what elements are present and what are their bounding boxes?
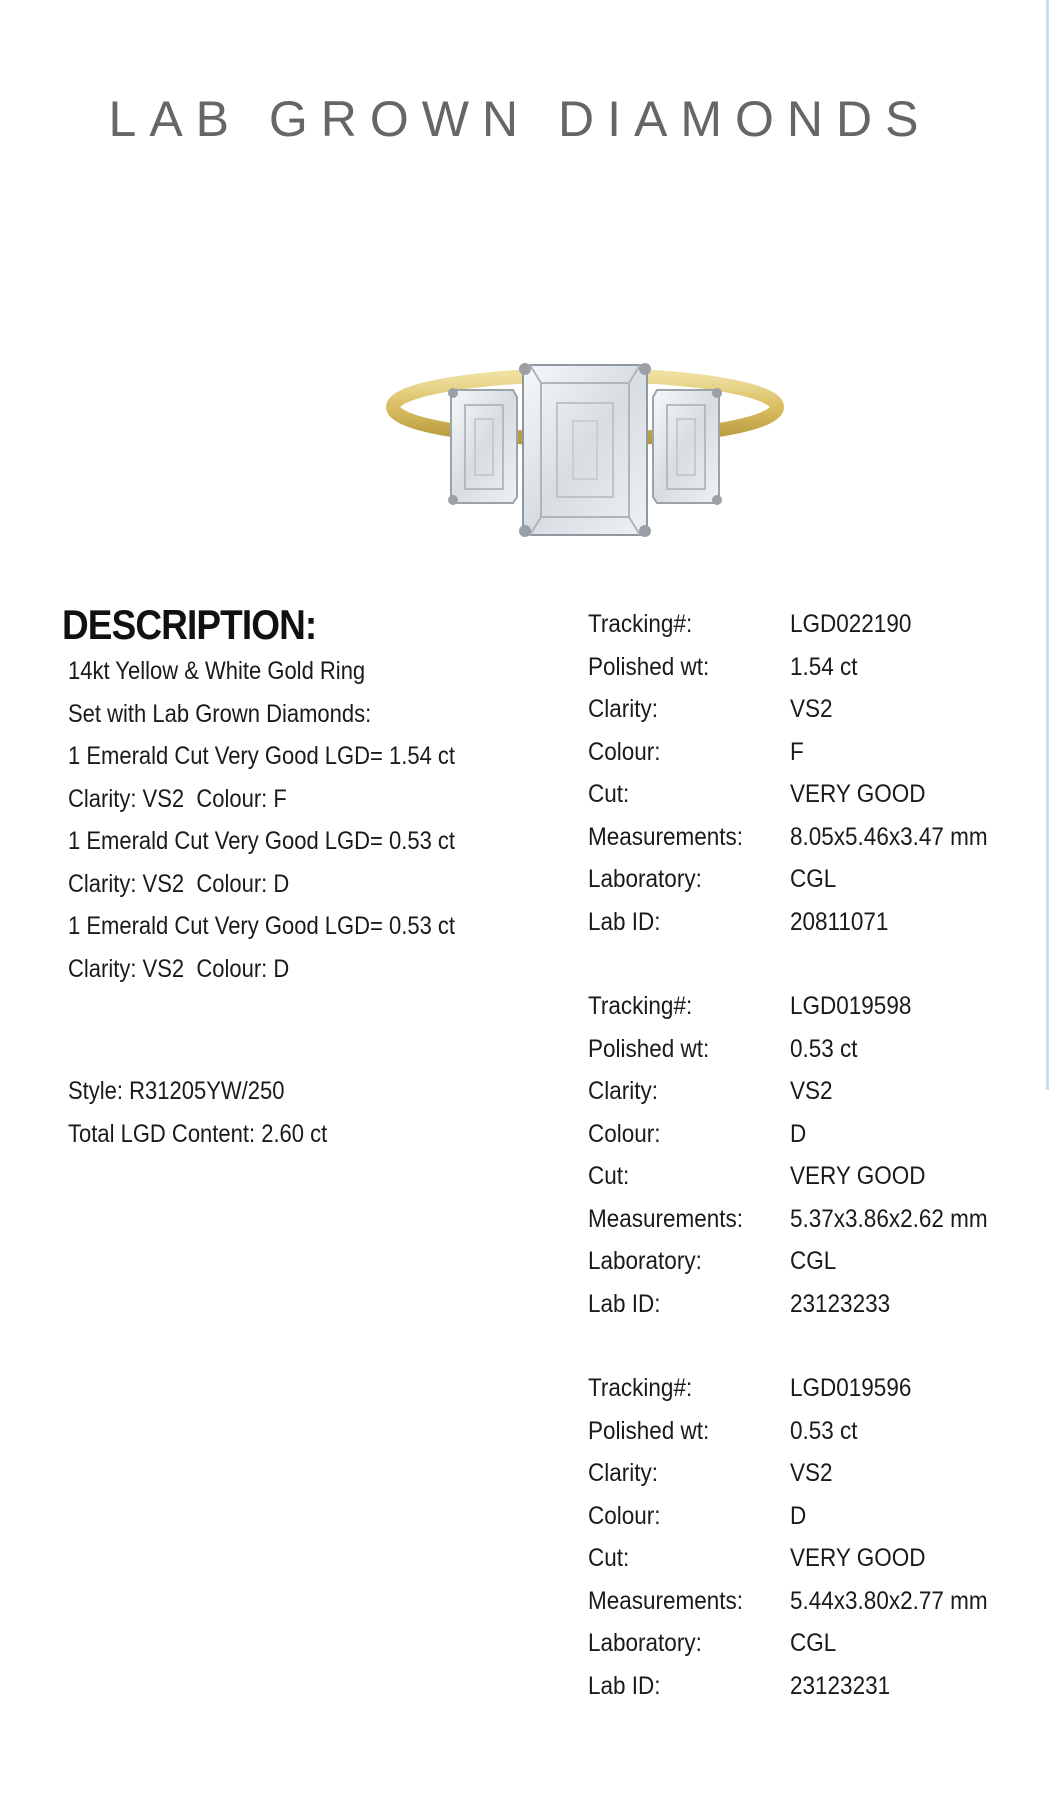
spec-row	[588, 816, 1010, 859]
description-line: Clarity: VS2 Colour: F	[68, 784, 287, 813]
spec-row	[588, 901, 1010, 944]
spec-value: CGL	[790, 1629, 837, 1657]
spec-label: Measurements:	[588, 1586, 744, 1615]
spec-group	[588, 1367, 1010, 1707]
spec-row	[588, 1410, 1010, 1453]
spec-label: Laboratory:	[588, 1247, 702, 1275]
description-title: DESCRIPTION:	[62, 601, 317, 648]
spec-row	[588, 1283, 1010, 1326]
spec-value: 5.44x3.80x2.77 mm	[790, 1586, 988, 1615]
spec-row	[588, 646, 1010, 689]
total-lgd-content: Total LGD Content: 2.60 ct	[68, 1119, 328, 1148]
spec-value: 8.05x5.46x3.47 mm	[790, 822, 988, 851]
spec-label: Measurements:	[588, 1204, 744, 1233]
description-line: 1 Emerald Cut Very Good LGD= 0.53 ct	[68, 827, 456, 855]
spec-value: VS2	[790, 1077, 833, 1105]
description-line: Set with Lab Grown Diamonds:	[68, 699, 372, 728]
spec-label: Polished wt:	[588, 1034, 710, 1063]
description-lines	[68, 650, 508, 990]
spec-group	[588, 985, 1010, 1325]
right-edge-line	[1046, 0, 1049, 1090]
spec-value: VERY GOOD	[790, 780, 926, 808]
spec-value: VS2	[790, 1459, 833, 1487]
spec-row	[588, 858, 1010, 901]
spec-label: Polished wt:	[588, 652, 710, 681]
spec-label: Measurements:	[588, 822, 744, 851]
spec-label: Cut:	[588, 1544, 630, 1572]
spec-value: 23123231	[790, 1671, 891, 1700]
spec-label: Colour:	[588, 1119, 661, 1148]
spec-label: Cut:	[588, 780, 630, 808]
spec-value: VS2	[790, 695, 833, 723]
spec-value: 0.53 ct	[790, 1416, 858, 1445]
spec-row	[588, 1070, 1010, 1113]
spec-label: Colour:	[588, 1501, 661, 1530]
spec-label: Cut:	[588, 1162, 630, 1190]
spec-value: VERY GOOD	[790, 1544, 926, 1572]
spec-label: Lab ID:	[588, 907, 661, 936]
spec-value: 23123233	[790, 1289, 891, 1318]
page-title: LAB GROWN DIAMONDS	[108, 91, 932, 147]
description-line: 1 Emerald Cut Very Good LGD= 0.53 ct	[68, 912, 456, 940]
spec-row	[588, 1580, 1010, 1623]
spec-row	[588, 1622, 1010, 1665]
spec-value: F	[790, 737, 804, 766]
spec-row	[588, 1537, 1010, 1580]
spec-value: D	[790, 1119, 807, 1148]
spec-value: LGD022190	[790, 610, 912, 638]
spec-value: 5.37x3.86x2.62 mm	[790, 1204, 988, 1233]
spec-label: Lab ID:	[588, 1289, 661, 1318]
spec-row	[588, 1198, 1010, 1241]
spec-label: Lab ID:	[588, 1671, 661, 1700]
spec-label: Laboratory:	[588, 865, 702, 893]
spec-row	[588, 1113, 1010, 1156]
spec-value: LGD019598	[790, 992, 912, 1020]
spec-row	[588, 1495, 1010, 1538]
spec-row	[588, 1028, 1010, 1071]
spec-label: Tracking#:	[588, 610, 693, 638]
spec-row	[588, 731, 1010, 774]
spec-label: Tracking#:	[588, 992, 693, 1020]
description-line: Clarity: VS2 Colour: D	[68, 954, 290, 983]
spec-label: Clarity:	[588, 1459, 659, 1487]
spec-row	[588, 1155, 1010, 1198]
spec-value: LGD019596	[790, 1374, 912, 1402]
stone-specs	[588, 603, 1010, 1749]
spec-label: Colour:	[588, 737, 661, 766]
description-line: Clarity: VS2 Colour: D	[68, 869, 290, 898]
spec-value: D	[790, 1501, 807, 1530]
spec-row	[588, 1665, 1010, 1708]
spec-row	[588, 1367, 1010, 1410]
spec-label: Tracking#:	[588, 1374, 693, 1402]
spec-value: 20811071	[790, 907, 889, 936]
ring-image	[385, 355, 785, 545]
style-info	[68, 1070, 363, 1155]
style-number: Style: R31205YW/250	[68, 1077, 285, 1105]
spec-label: Polished wt:	[588, 1416, 710, 1445]
spec-value: CGL	[790, 865, 837, 893]
spec-value: CGL	[790, 1247, 837, 1275]
spec-row	[588, 985, 1010, 1028]
spec-row	[588, 773, 1010, 816]
spec-value: 1.54 ct	[790, 652, 858, 681]
spec-label: Laboratory:	[588, 1629, 702, 1657]
description-line: 1 Emerald Cut Very Good LGD= 1.54 ct	[68, 742, 456, 770]
spec-row	[588, 688, 1010, 731]
spec-row	[588, 603, 1010, 646]
spec-label: Clarity:	[588, 695, 659, 723]
spec-value: 0.53 ct	[790, 1034, 858, 1063]
spec-row	[588, 1240, 1010, 1283]
spec-group	[588, 603, 1010, 943]
spec-value: VERY GOOD	[790, 1162, 926, 1190]
spec-label: Clarity:	[588, 1077, 659, 1105]
spec-row	[588, 1452, 1010, 1495]
description-line: 14kt Yellow & White Gold Ring	[68, 657, 366, 685]
